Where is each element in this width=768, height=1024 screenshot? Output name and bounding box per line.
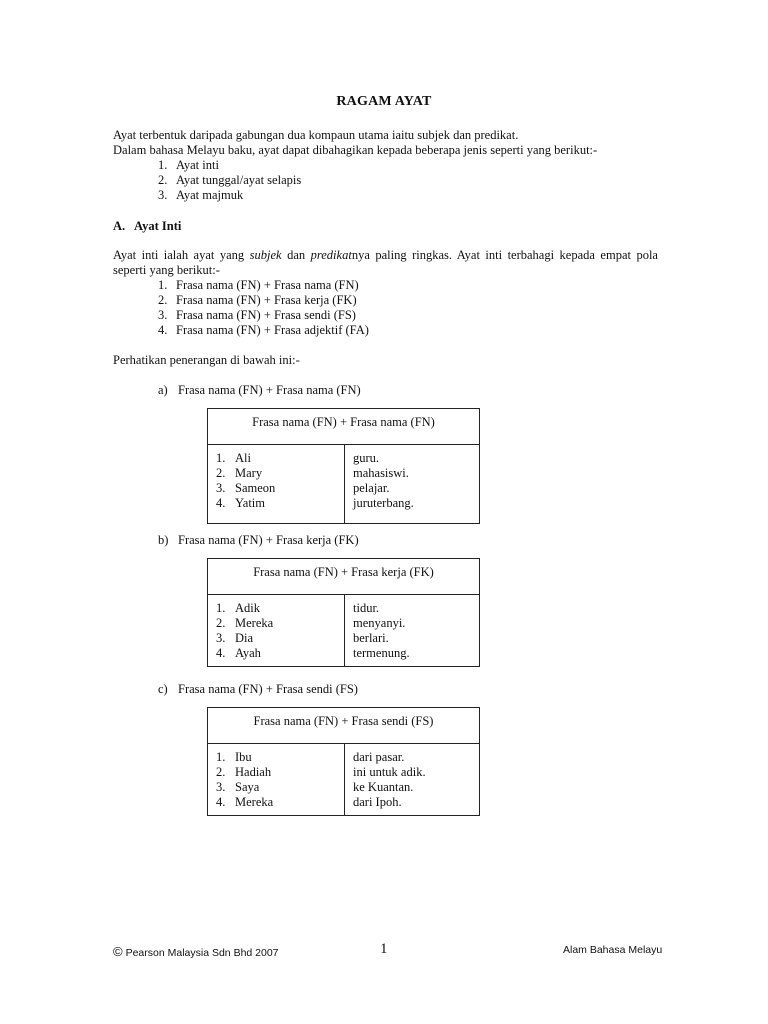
paragraph-text: dan [281, 248, 311, 262]
italic-predikat: predikat [310, 248, 352, 262]
row-subject: Mereka [235, 795, 274, 809]
row-subject: Adik [235, 601, 260, 615]
row-predicate: ke Kuantan. [353, 780, 414, 794]
table-row [216, 646, 344, 661]
sub-label-letter: a) [158, 383, 168, 397]
table-row [216, 750, 344, 765]
section-letter: A. [113, 219, 126, 233]
sentence-type-item [158, 173, 301, 188]
row-subject: Dia [235, 631, 254, 645]
list-number: 2. [158, 173, 168, 187]
list-number: 3. [158, 188, 168, 202]
table-row [216, 795, 344, 810]
example-table-fn-fn [207, 408, 480, 524]
sub-label-text: Frasa nama (FN) + Frasa sendi (FS) [178, 682, 358, 696]
copyright-text: Pearson Malaysia Sdn Bhd 2007 [125, 947, 279, 959]
row-subject: Sameon [235, 481, 276, 495]
row-number: 2. [216, 765, 226, 779]
sub-label-letter: b) [158, 533, 169, 547]
list-text: Frasa nama (FN) + Frasa sendi (FS) [176, 308, 356, 322]
page-number: 1 [380, 941, 388, 957]
ayat-inti-paragraph [113, 248, 658, 278]
table-row [216, 496, 344, 511]
table-label-b [158, 533, 359, 548]
row-predicate: menyanyi. [353, 616, 406, 630]
pattern-item [158, 293, 357, 308]
row-number: 4. [216, 795, 226, 809]
table-row [216, 451, 344, 466]
paragraph-text: nya paling ringkas. Ayat inti terbahagi kepada empat pola seperti yang berikut:- [113, 248, 658, 277]
predicate-column [345, 595, 479, 666]
list-text: Ayat inti [176, 158, 219, 172]
row-number: 3. [216, 481, 226, 495]
sub-label-text: Frasa nama (FN) + Frasa nama (FN) [178, 383, 361, 397]
list-text: Frasa nama (FN) + Frasa nama (FN) [176, 278, 359, 292]
footer-copyright [113, 944, 279, 959]
table-row [216, 765, 344, 780]
section-heading-a [113, 219, 181, 234]
list-text: Ayat majmuk [176, 188, 244, 202]
row-number: 4. [216, 646, 226, 660]
row-predicate: termenung. [353, 646, 410, 660]
row-subject: Mereka [235, 616, 274, 630]
row-predicate: tidur. [353, 601, 380, 615]
table-row [216, 780, 344, 795]
table-row [216, 601, 344, 616]
row-predicate: guru. [353, 451, 380, 465]
row-predicate: berlari. [353, 631, 389, 645]
row-number: 4. [216, 496, 226, 510]
subject-column [208, 744, 345, 815]
pattern-item [158, 278, 359, 293]
row-subject: Saya [235, 780, 260, 794]
subject-column [208, 445, 345, 523]
row-predicate: ini untuk adik. [353, 765, 426, 779]
example-table-fn-fs [207, 707, 480, 816]
row-subject: Yatim [235, 496, 265, 510]
italic-subjek: subjek [249, 248, 282, 262]
table-row [216, 631, 344, 646]
list-number: 1. [158, 278, 168, 292]
list-text: Frasa nama (FN) + Frasa adjektif (FA) [176, 323, 369, 337]
sub-label-text: Frasa nama (FN) + Frasa kerja (FK) [178, 533, 359, 547]
note-line: Perhatikan penerangan di bawah ini:- [113, 353, 300, 367]
page-title: RAGAM AYAT [336, 94, 432, 109]
row-predicate: mahasiswi. [353, 466, 409, 480]
row-predicate: juruterbang. [353, 496, 414, 510]
table-header: Frasa nama (FN) + Frasa sendi (FS) [208, 708, 479, 744]
row-number: 2. [216, 616, 226, 630]
row-number: 3. [216, 631, 226, 645]
row-number: 1. [216, 451, 226, 465]
row-predicate: pelajar. [353, 481, 390, 495]
pattern-item [158, 308, 356, 323]
paragraph-text: Ayat inti ialah ayat yang [113, 248, 250, 262]
row-subject: Hadiah [235, 765, 272, 779]
table-label-c [158, 682, 358, 697]
list-text: Frasa nama (FN) + Frasa kerja (FK) [176, 293, 357, 307]
row-number: 1. [216, 750, 226, 764]
intro-line-2: Dalam bahasa Melayu baku, ayat dapat dibahagikan kepada beberapa jenis seperti yang berikut:- [113, 143, 598, 157]
row-predicate: dari pasar. [353, 750, 405, 764]
row-number: 1. [216, 601, 226, 615]
row-predicate: dari Ipoh. [353, 795, 402, 809]
example-table-fn-fk [207, 558, 480, 667]
row-subject: Ali [235, 451, 251, 465]
intro-line-1: Ayat terbentuk daripada gabungan dua kompaun utama iaitu subjek dan predikat. [113, 128, 519, 142]
row-number: 3. [216, 780, 226, 794]
sub-label-letter: c) [158, 682, 168, 696]
table-header: Frasa nama (FN) + Frasa nama (FN) [208, 409, 479, 445]
table-row [216, 481, 344, 496]
row-subject: Mary [235, 466, 263, 480]
row-subject: Ayah [235, 646, 261, 660]
table-row [216, 616, 344, 631]
table-label-a [158, 383, 361, 398]
list-number: 3. [158, 308, 168, 322]
predicate-column [345, 744, 479, 815]
list-text: Ayat tunggal/ayat selapis [176, 173, 302, 187]
list-number: 4. [158, 323, 168, 337]
section-heading-text: Ayat Inti [134, 219, 182, 233]
table-header: Frasa nama (FN) + Frasa kerja (FK) [208, 559, 479, 595]
predicate-column [345, 445, 479, 523]
row-subject: Ibu [235, 750, 252, 764]
list-number: 1. [158, 158, 168, 172]
copyright-icon: © [113, 944, 123, 959]
sentence-type-item [158, 158, 219, 173]
table-row [216, 466, 344, 481]
footer-book-title: Alam Bahasa Melayu [563, 944, 663, 956]
row-number: 2. [216, 466, 226, 480]
list-number: 2. [158, 293, 168, 307]
subject-column [208, 595, 345, 666]
pattern-item [158, 323, 369, 338]
sentence-type-item [158, 188, 243, 203]
